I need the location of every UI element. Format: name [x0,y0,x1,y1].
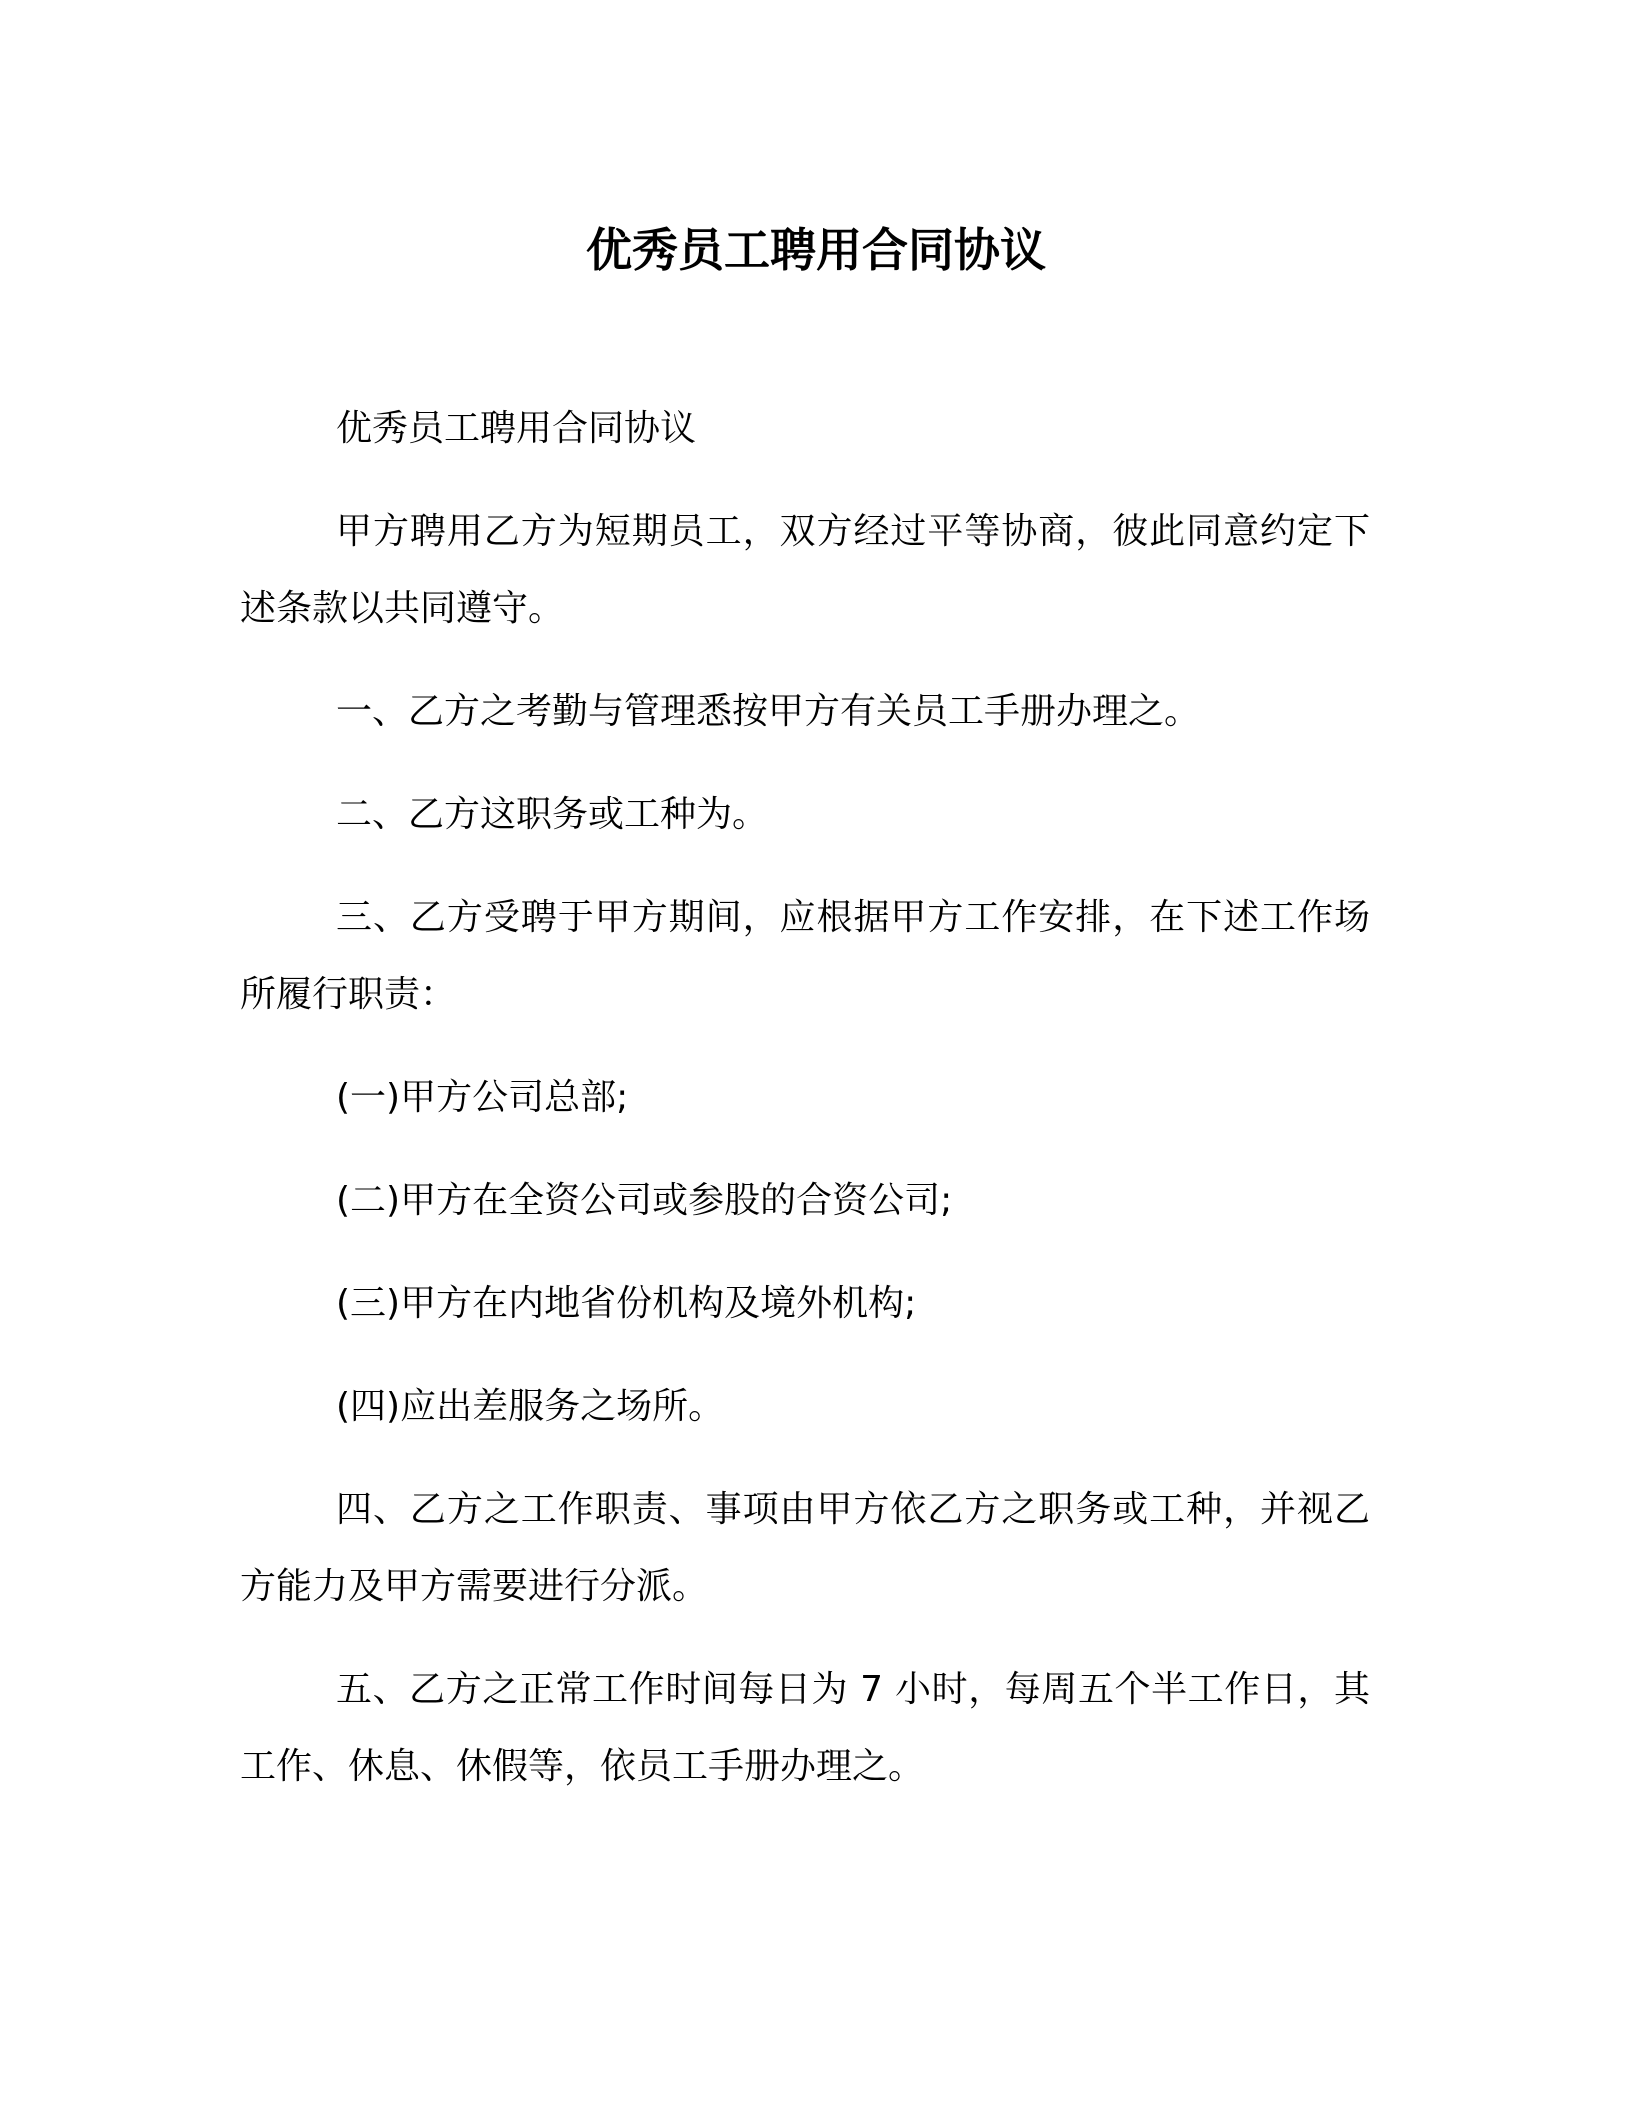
document-title: 优秀员工聘用合同协议 [586,223,1046,277]
paragraph-clause-4: 四、乙方之工作职责、事项由甲方依乙方之职务或工种，并视乙方能力及甲方需要进行分派。 [240,1489,1370,1607]
paragraph-clause-2: 二、乙方这职务或工种为。 [336,794,769,835]
paragraph-item-2: (二)甲方在全资公司或参股的合资公司; [336,1180,953,1221]
paragraph-item-3: (三)甲方在内地省份机构及境外机构; [336,1283,917,1324]
paragraph-intro: 甲方聘用乙方为短期员工，双方经过平等协商，彼此同意约定下述条款以共同遵守。 [240,511,1370,629]
paragraph-item-1: (一)甲方公司总部; [336,1077,629,1118]
paragraph-clause-1: 一、乙方之考勤与管理悉按甲方有关员工手册办理之。 [336,691,1201,732]
paragraph-clause-3: 三、乙方受聘于甲方期间，应根据甲方工作安排，在下述工作场所履行职责： [240,897,1370,1015]
paragraph-clause-5: 五、乙方之正常工作时间每日为 7 小时，每周五个半工作日，其工作、休息、休假等，依员工手册办理之。 [240,1669,1370,1787]
paragraph-heading: 优秀员工聘用合同协议 [336,408,697,449]
document-body [240,390,1370,1831]
paragraph-item-4: (四)应出差服务之场所。 [336,1386,725,1427]
